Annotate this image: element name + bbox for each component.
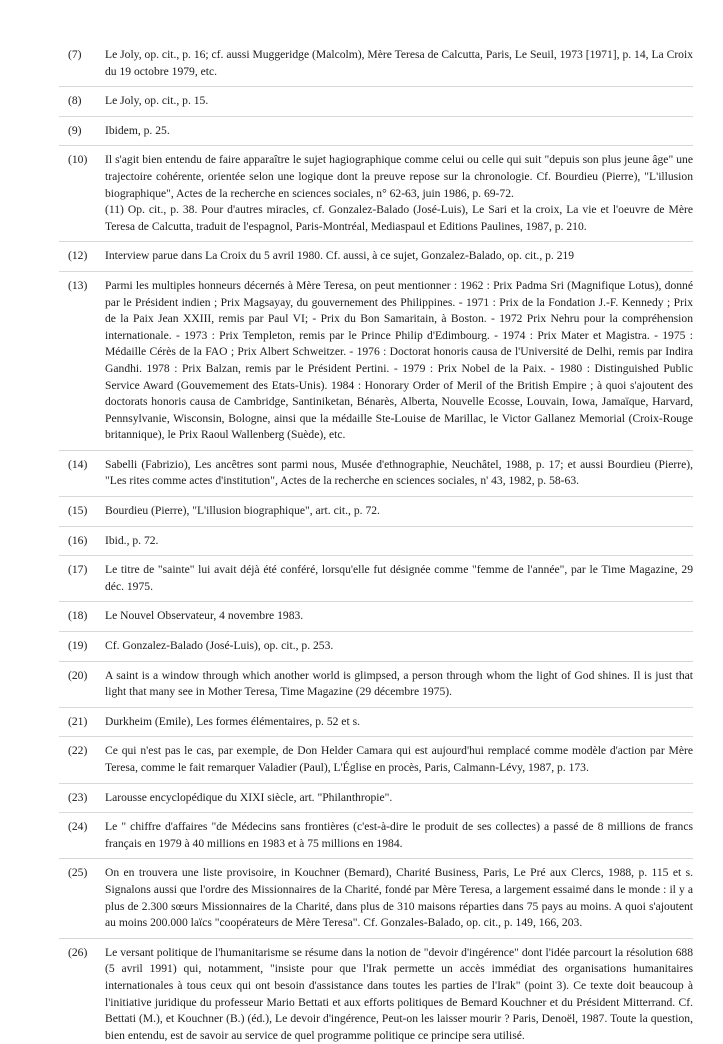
footnote-text: Ce qui n'est pas le cas, par exemple, de Don Helder Camara qui est aujourd'hui remplacé comme modèle d'action par Mère Teresa, comme le fait remarquer Valadier (Paul), L'Église en procès, Paris, Calmann-Lévy, 1987, p. 173. [105,744,693,774]
footnote-number: (26) [68,945,88,959]
divider [59,661,693,662]
footnote-number: (13) [68,278,88,292]
footnote-text: Parmi les multiples honneurs décernés à Mère Teresa, on peut mentionner : 1962 : Prix Padma Sri (Magnifique Lotus), donné par le Président indien ; Prix Magsayay, du gouvernement des Philippines. - 1971 : Prix de la Fondation J.-F. Kennedy ; Prix de la Paix Jean XXIII, remis par Paul VI; - Prix du Bon Samaritain, à Boston. - 1972 Prix Nehru pour la compréhension internationale. - 1973 : Prix Templeton, remis par le Prince Philip d'Edimbourg. - 1974 : Prix Mater et Magistra. - 1975 : Médaille Cérès de la FAO ; Prix Albert Schweitzer. - 1976 : Doctorat honoris causa de l'Université de Delhi, remis par Indira Gandhi. 1978 : Prix Balzan, remis par le Président Pertini. - 1979 : Prix Nobel de la Paix. - 1980 : Distinguished Public Service Award (Gouvemement des Etats-Unis). 1984 : Honorary Order of Meril of the British Empire ; à quoi s'ajoutent des doctorats honoris causa de Cambridge, Santiniketan, Bénarès, Alberta, Nouvelle Ecosse, Louvain, Iowa, Jamaïque, Harvard, Pennsylvanie, Wisconsin, Bologne, ainsi que la médaille Ste-Louise de Marillac, le Victor Gallanez Memorial (Croix-Rouge britannique), le Prix Raoul Wallenberg (Suède), etc. [105,278,693,442]
footnote-26 [68,945,693,1044]
footnote-text: Bourdieu (Pierre), "L'illusion biographique", art. cit., p. 72. [105,504,380,518]
footnote-number: (20) [68,668,88,682]
divider [59,631,693,632]
footnote-number: (16) [68,533,88,547]
footnote-23 [68,790,693,807]
footnote-18 [68,608,693,625]
footnote-7 [68,47,693,80]
footnote-text: Il s'agit bien entendu de faire apparaître le sujet hagiographique comme celui ou celle qui suit "depuis son plus jeune âge" une trajectoire cohérente, orientée selon une logique dont la preuve repose sur la chronologie. Cf. Bourdieu (Pierre), "L'illusion biographique", Actes de la recherche en sciences sociales, n° 62-63, juin 1986, p. 69-72. [105,153,693,200]
footnote-text: Durkheim (Emile), Les formes élémentaires, p. 52 et s. [105,714,360,728]
footnote-19 [68,638,693,655]
divider [59,496,693,497]
divider [59,526,693,527]
divider [59,783,693,784]
footnote-text: Le Nouvel Observateur, 4 novembre 1983. [105,609,304,623]
footnote-text: Le " chiffre d'affaires "de Médecins sans frontières (c'est-à-dire le produit de ses collectes) a passé de 8 millions de francs français en 1979 à 40 millions en 1983 et à 75 millions en 1984. [105,820,693,850]
footnote-number: (23) [68,790,88,804]
divider [59,812,693,813]
footnote-14 [68,457,693,490]
footnote-17 [68,562,693,595]
footnote-number: (7) [68,48,82,61]
footnote-13 [68,278,693,444]
divider [59,601,693,602]
divider [59,938,693,939]
divider [59,450,693,451]
footnote-21 [68,714,693,731]
divider [59,241,693,242]
divider [59,555,693,556]
footnote-number: (10) [68,153,88,167]
footnote-10 [68,152,693,235]
footnote-text: Le versant politique de l'humanitarisme se résume dans la notion de "devoir d'ingérence" dont l'idée parcourt la résolution 688 (5 avril 1991) qui, notamment, "insiste pour que l'Irak permette un accès immédiat des organisations humanitaires internationales à tous ceux qui ont besoin d'assistance dans toutes les parties de l'Irak" (point 3). Ce texte doit beaucoup à l'initiative juridique du professeur Mario Bettati et aux efforts politiques de Bemard Kouchner et du Président Mitterrand. Cf. Bettati (M.), et Kouchner (B.) (éd.), Le devoir d'ingérence, Peut-on les laisser mourir ? Paris, Denoël, 1987. Toute la question, bien entendu, est de savoir au service de quel programme politique ce principe sera utilisé. [105,945,693,1042]
footnote-9 [68,123,693,140]
footnote-text: Ibid., p. 72. [105,533,159,547]
footnote-number: (14) [68,457,88,471]
divider [59,116,693,117]
footnote-number: (18) [68,609,88,623]
divider [59,145,693,146]
footnote-text: Le Joly, op. cit., p. 15. [105,94,209,108]
footnote-number: (25) [68,866,88,880]
footnote-number: (15) [68,504,88,518]
footnote-text: Larousse encyclopédique du XIXI siècle, art. "Philanthropie". [105,790,393,804]
footnote-text: Interview parue dans La Croix du 5 avril 1980. Cf. aussi, à ce sujet, Gonzalez-Balado, op. cit., p. 219 [105,249,575,263]
divider [59,86,693,87]
footnote-number: (22) [68,744,88,758]
footnote-number: (17) [68,563,88,577]
footnote-22 [68,743,693,776]
footnote-8 [68,93,693,110]
divider [59,707,693,708]
footnote-text: Le Joly, op. cit., p. 16; cf. aussi Muggeridge (Malcolm), Mère Teresa de Calcutta, Paris, Le Seuil, 1973 [1971], p. 14, La Croix du 19 octobre 1979, etc. [105,48,693,78]
footnote-number: (8) [68,94,82,108]
divider [59,271,693,272]
footnote-12 [68,248,693,265]
footnote-number: (19) [68,639,88,653]
footnote-text: Ibidem, p. 25. [105,123,170,137]
footnote-text: Le titre de "sainte" lui avait déjà été conféré, lorsqu'elle fut désignée comme "femme de l'année", par le Time Magazine, 29 déc. 1975. [105,563,693,593]
footnote-number: (12) [68,249,88,263]
footnote-25 [68,865,693,931]
footnote-24 [68,819,693,852]
footnote-text: On en trouvera une liste provisoire, in Kouchner (Bemard), Charité Business, Paris, Le Pré aux Clercs, 1988, p. 115 et s. Signalons aussi que l'ordre des Missionnaires de la Charité, fondé par Mère Teresa, a largement essaimé dans le monde : il y a plus de 2.300 sœurs Missionnaires de la Charité, dans plus de 310 maisons réparties dans 75 pays au moins. A quoi s'ajoutent au moins 200.000 laïcs "coopérateurs de Mère Teresa". Cf. Gonzales-Balado, op. cit., p. 149, 166, 203. [105,866,693,930]
footnote-11-text: (11) Op. cit., p. 38. Pour d'autres miracles, cf. Gonzalez-Balado (José-Luis), Le Sari et la croix, La vie et l'oeuvre de Mère Teresa de Calcutta, traduit de l'espagnol, Paris-Montréal, Mediaspaul et Editions Paulines, 1987, p. 210. [105,203,693,233]
footnote-16 [68,533,693,550]
footnote-text: Cf. Gonzalez-Balado (José-Luis), op. cit., p. 253. [105,639,334,653]
footnote-number: (21) [68,714,88,728]
footnote-20 [68,668,693,701]
footnote-number: (24) [68,820,88,834]
footnote-text: Sabelli (Fabrizio), Les ancêtres sont parmi nous, Musée d'ethnographie, Neuchâtel, 1988, p. 17; et aussi Bourdieu (Pierre), "Les rites comme actes d'institution", Actes de la recherche en sciences sociales, n' 43, 1982, p. 58-63. [105,457,693,488]
divider [59,736,693,737]
footnote-number: (9) [68,123,82,137]
footnote-15 [68,503,693,520]
divider [59,858,693,859]
footnote-text: A saint is a window through which another world is glimpsed, a person through whom the light of God shines. Il is just that light that many see in Mother Teresa, Time Magazine (29 décembre 1975). [105,668,693,699]
